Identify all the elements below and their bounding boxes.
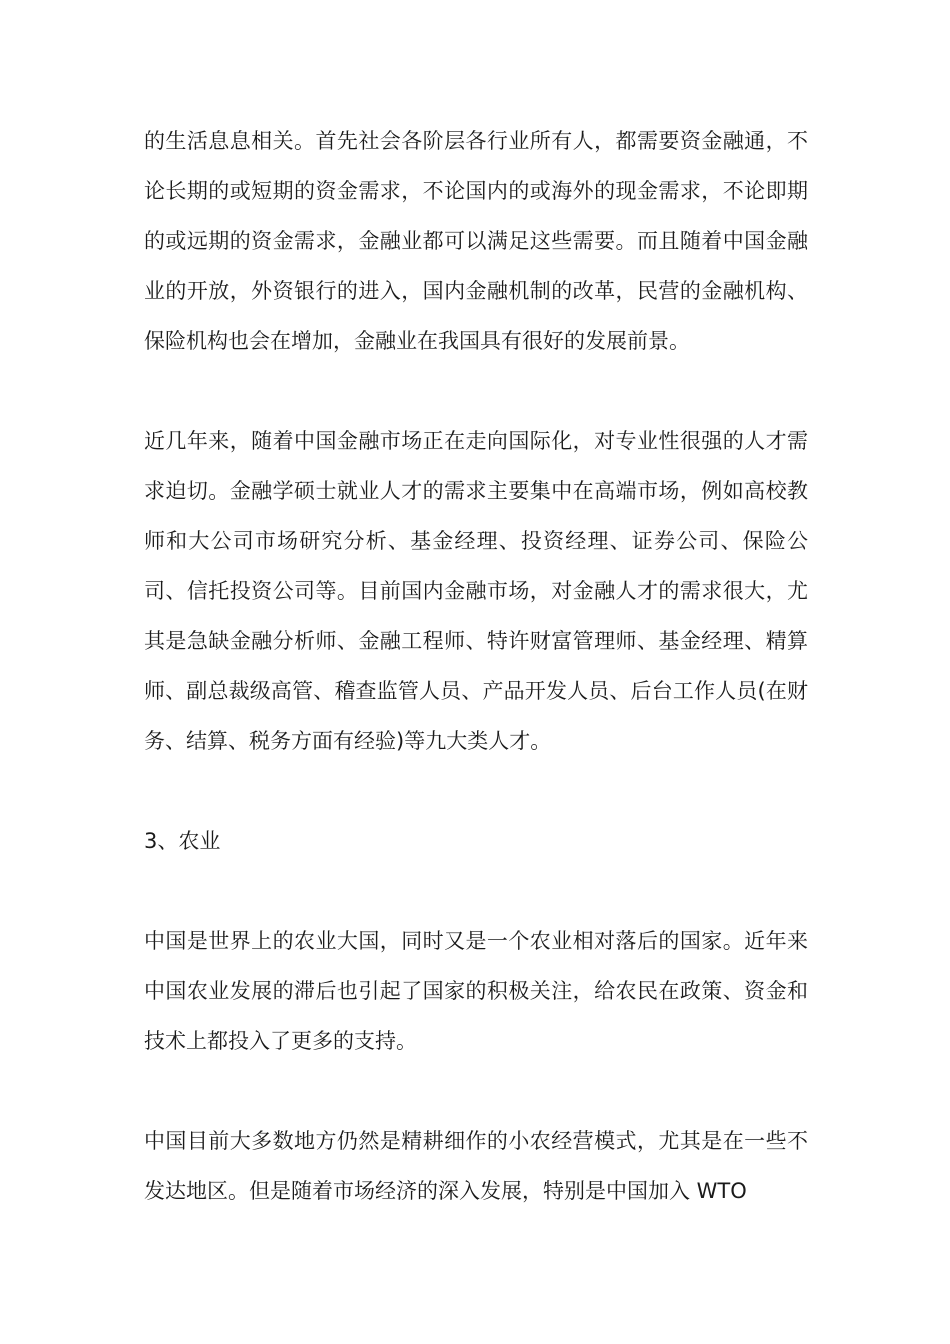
- document-body: [144, 116, 808, 1266]
- paragraph-agriculture-model: 中国目前大多数地方仍然是精耕细作的小农经营模式，尤其是在一些不发达地区。但是随着市场经济的深入发展，特别是中国加入 WTO: [144, 1129, 808, 1203]
- section-heading-agriculture: 3、农业: [144, 829, 221, 853]
- paragraph-finance-talent: 近几年来，随着中国金融市场正在走向国际化，对专业性很强的人才需求迫切。金融学硕士就业人才的需求主要集中在高端市场，例如高校教师和大公司市场研究分析、基金经理、投资经理、证券公司、保险公司、信托投资公司等。目前国内金融市场，对金融人才的需求很大，尤其是急缺金融分析师、金融工程师、特许财富管理师、基金经理、精算师、副总裁级高管、稽查监管人员、产品开发人员、后台工作人员(在财务、结算、税务方面有经验)等九大类人才。: [144, 429, 808, 753]
- paragraph-agriculture-intro: 中国是世界上的农业大国，同时又是一个农业相对落后的国家。近年来中国农业发展的滞后也引起了国家的积极关注，给农民在政策、资金和技术上都投入了更多的支持。: [144, 929, 808, 1053]
- paragraph-finance-outlook: 的生活息息相关。首先社会各阶层各行业所有人，都需要资金融通，不论长期的或短期的资金需求，不论国内的或海外的现金需求，不论即期的或远期的资金需求，金融业都可以满足这些需要。而且随着中国金融业的开放，外资银行的进入，国内金融机制的改革，民营的金融机构、保险机构也会在增加，金融业在我国具有很好的发展前景。: [144, 129, 808, 353]
